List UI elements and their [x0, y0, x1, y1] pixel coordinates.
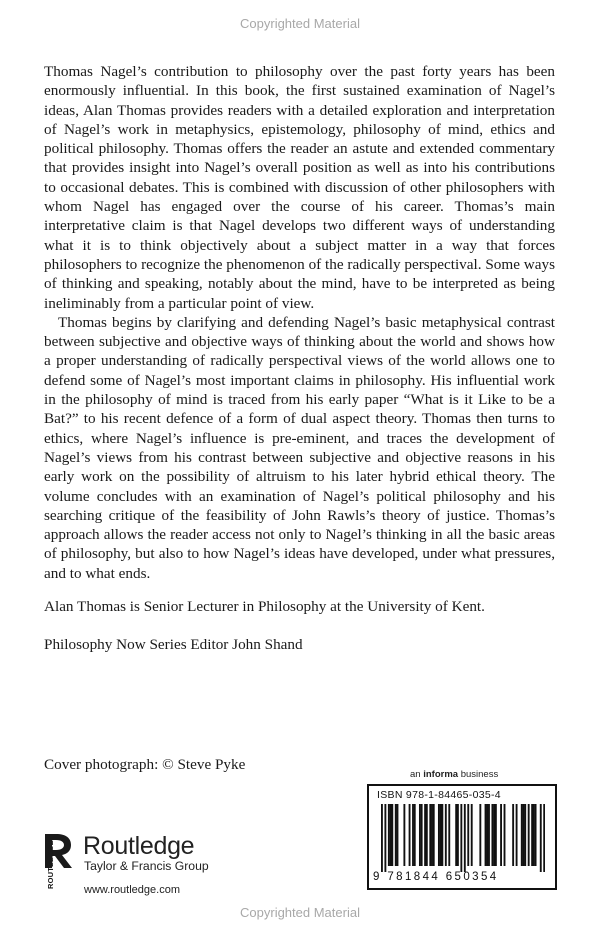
barcode-bar [500, 804, 502, 866]
barcode-bar [391, 804, 393, 866]
barcode-bar [540, 804, 542, 872]
back-cover-blurb [44, 62, 555, 583]
informa-business-tagline [410, 769, 498, 780]
isbn-label: ISBN 978-1-84465-035-4 [377, 789, 501, 801]
series-editor-note: Philosophy Now Series Editor John Shand [44, 636, 303, 653]
barcode-bar [535, 804, 537, 866]
publisher-name: Routledge [83, 832, 195, 860]
barcode-bar [493, 804, 495, 866]
barcode-bar [421, 804, 423, 866]
barcode-bar [441, 804, 443, 866]
barcode-bar [521, 804, 523, 866]
barcode-bar [403, 804, 405, 866]
barcode-bar [445, 804, 447, 866]
barcode-bar [504, 804, 506, 866]
barcode-bars [381, 804, 545, 872]
informa-suffix: business [460, 769, 499, 780]
barcode-bar [460, 804, 462, 872]
barcode-bar [528, 804, 530, 866]
publisher-group: Taylor & Francis Group [84, 859, 209, 873]
barcode-bar [471, 804, 473, 866]
barcode-bar [533, 804, 535, 866]
barcode-bar [464, 804, 466, 872]
barcode-bar [491, 804, 493, 866]
barcode-bar [388, 804, 390, 866]
barcode-bar [485, 804, 487, 866]
watermark-bottom: Copyrighted Material [240, 905, 360, 920]
barcode-bar [516, 804, 518, 866]
barcode-bar [523, 804, 525, 866]
barcode-bar [429, 804, 431, 866]
barcode-bar [395, 804, 397, 866]
barcode-bar [495, 804, 497, 866]
barcode-bar [390, 804, 392, 866]
barcode-bar [467, 804, 469, 866]
watermark-top: Copyrighted Material [240, 16, 360, 31]
barcode-bar [486, 804, 488, 866]
routledge-logo-icon [42, 832, 76, 890]
barcode-bar [433, 804, 435, 866]
barcode-bar [384, 804, 386, 872]
barcode-bar [431, 804, 433, 866]
barcode-bar [455, 804, 457, 866]
barcode-bar [479, 804, 481, 866]
author-bio: Alan Thomas is Senior Lecturer in Philosophy at the University of Kent. [44, 598, 485, 615]
barcode-bar [448, 804, 450, 866]
informa-prefix: an [410, 769, 421, 780]
barcode-bar [531, 804, 533, 866]
blurb-paragraph-1: Thomas Nagel’s contribution to philosophy over the past forty years has been enormously influential. In this book, the first sustained examination of Nagel’s ideas, Alan Thomas provides readers with a detailed exploration and interpretation of Nagel’s work in metaphysics, epistemology, philosophy of mind, ethics and political philosophy. Thomas offers the reader an astute and extended commentary that provides insight into Nagel’s overall position as well as into his contributions to occasional debates. This is combined with discussion of other philosophers with whom Nagel has engaged over the course of his career. Thomas’s main interpretative claim is that Nagel develops two different ways of understanding what it is to think objectively about a subject matter in a way that forces philosophers to recognize the phenomenon of the radically perspectival. Some ways of thinking and speaking, notably about the mind, have to be interpreted as being ineliminably from a particular point of view. [44, 63, 555, 312]
barcode-digits: 9 781844 650354 [373, 871, 499, 883]
barcode-bar [409, 804, 411, 866]
barcode-bar [419, 804, 421, 866]
barcode-bar [524, 804, 526, 866]
barcode-bar [543, 804, 545, 872]
barcode-bar [457, 804, 459, 866]
publisher-url: www.routledge.com [84, 884, 180, 896]
blurb-paragraph-2: Thomas begins by clarifying and defending Nagel’s basic metaphysical contrast between subjective and objective ways of thinking about the world and shows how a proper understanding of radically perspectival views of the world allows one to defend some of Nagel’s most important claims in philosophy. His influential work in the philosophy of mind is traced from his early paper “What is it Like to be a Bat?” to his recent defence of a form of dual aspect theory. Thomas then turns to ethics, where Nagel’s influence is pre-eminent, and traces the development of Nagel’s views from his contrast between subjective and objective reasons in his early work on the possibility of altruism to his later hybrid ethical theory. The volume concludes with an examination of Nagel’s political philosophy and his searching critique of the feasibility of John Rawls’s theory of justice. Thomas’s approach allows the reader access not only to Nagel’s thinking in all the basic areas of philosophy, but also to how Nagel’s ideas have developed, under what pressures, and to what ends. [44, 313, 555, 582]
barcode-bar [512, 804, 514, 866]
barcode-bar [440, 804, 442, 866]
isbn-barcode-box [367, 784, 557, 890]
barcode-bar [381, 804, 383, 872]
cover-photo-credit: Cover photograph: © Steve Pyke [44, 756, 246, 773]
informa-brand: informa [423, 769, 459, 780]
barcode-bar [412, 804, 414, 866]
barcode-bar [438, 804, 440, 866]
barcode-bar [397, 804, 399, 866]
routledge-logo-wordmark: ROUTLEDGE [46, 840, 55, 889]
barcode-bar [426, 804, 428, 866]
barcode-bar [488, 804, 490, 866]
barcode-bar [414, 804, 416, 866]
barcode-bar [424, 804, 426, 866]
